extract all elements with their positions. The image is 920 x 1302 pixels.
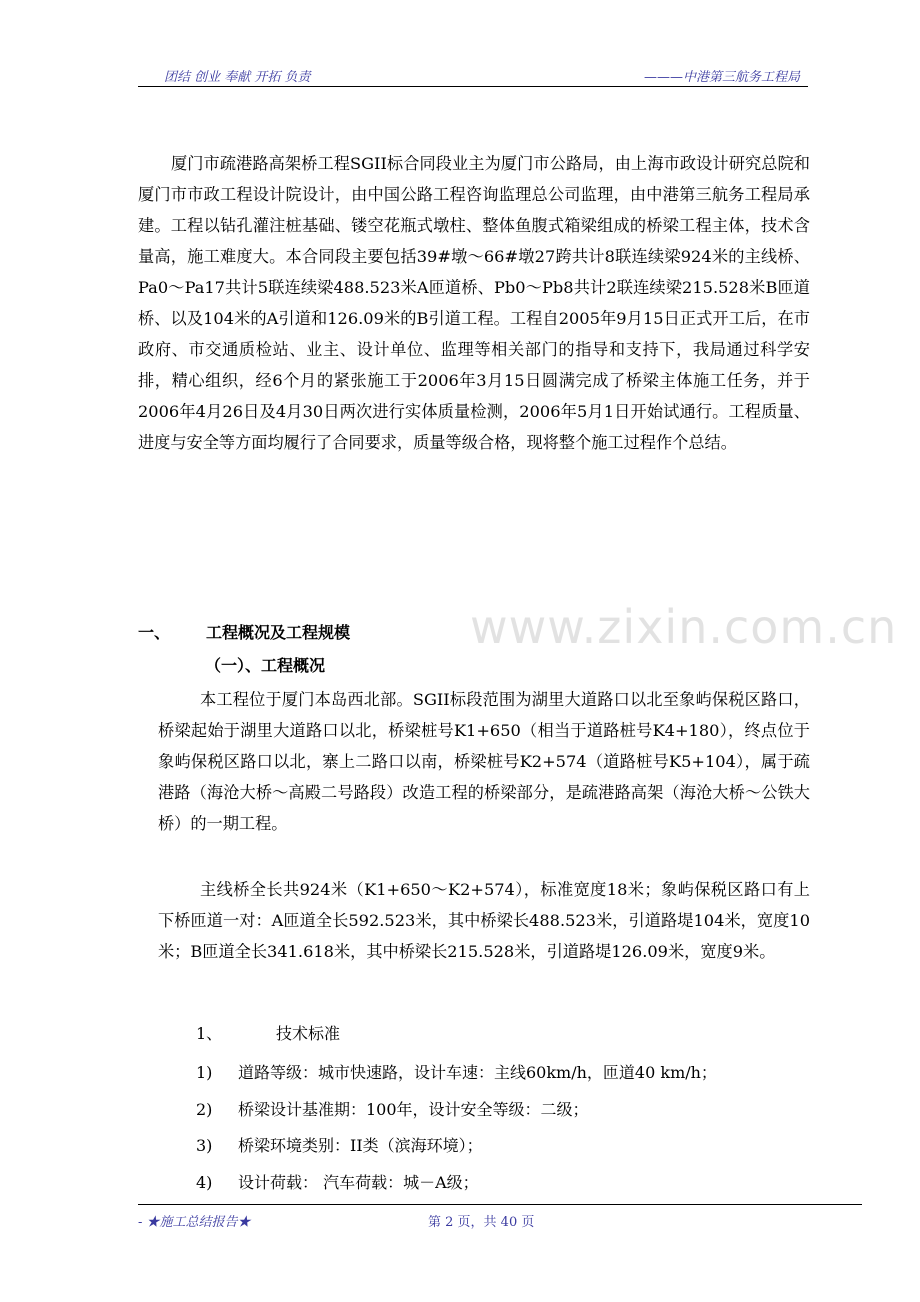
list-item-number: 4) bbox=[196, 1173, 213, 1192]
list-item-text: 设计荷载： 汽车荷载：城－A级； bbox=[238, 1173, 479, 1192]
list-item-text: 桥梁环境类别：II类（滨海环境）； bbox=[238, 1136, 483, 1155]
list-item bbox=[196, 1133, 483, 1156]
tech-standard-title: 技术标准 bbox=[276, 1024, 341, 1043]
list-item-number: 3) bbox=[196, 1136, 213, 1155]
header-motto: 团结 创业 奉献 开拓 负责 bbox=[164, 70, 311, 85]
location-paragraph: 本工程位于厦门本岛西北部。SGII标段范围为湖里大道路口以北至象屿保税区路口，桥梁起始于湖里大道路口以北，桥梁桩号K1+650（相当于道路桩号K4+180），终点位于象屿保税区路口以北，寨上二路口以南，桥梁桩号K2+574（道路桩号K5+104），属于疏港路（海沧大桥～高殿二号路段）改造工程的桥梁部分，是疏港路高架（海沧大桥～公铁大桥）的一期工程。 bbox=[158, 690, 810, 833]
footer-page-info: 第 2 页，共 40 页 bbox=[428, 1215, 535, 1230]
watermark: www.zixin.com.cn bbox=[470, 600, 898, 654]
intro-paragraph: 厦门市疏港路高架桥工程SGII标合同段业主为厦门市公路局，由上海市政设计研究总院和厦门市市政工程设计院设计，由中国公路工程咨询监理总公司监理，由中港第三航务工程局承建。工程以钻孔灌注桩基础、镂空花瓶式墩柱、整体鱼腹式箱梁组成的桥梁工程主体，技术含量高，施工难度大。本合同段主要包括39#墩～66#墩27跨共计8联连续梁924米的主线桥、Pa0～Pa17共计5联连续梁488.523米A匝道桥、Pb0～Pb8共计2联连续梁215.528米B匝道桥、以及104米的A引道和126.09米的B引道工程。工程自2005年9月15日正式开工后，在市政府、市交通质检站、业主、设计单位、监理等相关部门的指导和支持下，我局通过科学安排，精心组织，经6个月的紧张施工于2006年3月15日圆满完成了桥梁主体施工任务，并于2006年4月26日及4月30日两次进行实体质量检测，2006年5月1日开始试通行。工程质量、进度与安全等方面均履行了合同要求，质量等级合格，现将整个施工过程作个总结。 bbox=[138, 154, 810, 452]
section-heading bbox=[138, 620, 350, 643]
scale-paragraph: 主线桥全长共924米（K1+650～K2+574），标准宽度18米；象屿保税区路口有上下桥匝道一对：A匝道全长592.523米，其中桥梁长488.523米，引道路堤104米，宽度10米；B匝道全长341.618米，其中桥梁长215.528米，引道路堤126.09米，宽度9米。 bbox=[158, 880, 810, 961]
subsection-heading: （一）、工程概况 bbox=[205, 656, 326, 675]
list-item bbox=[196, 1097, 589, 1120]
list-item-number: 2) bbox=[196, 1100, 213, 1119]
list-item bbox=[196, 1060, 717, 1083]
tech-standard-heading bbox=[196, 1021, 340, 1044]
list-item bbox=[196, 1170, 479, 1193]
section-number: 一、 bbox=[138, 623, 171, 642]
tech-standard-number: 1、 bbox=[196, 1024, 223, 1043]
footer-divider bbox=[138, 1204, 862, 1205]
footer-report-title: - ★施工总结报告★ bbox=[138, 1215, 251, 1230]
header-divider bbox=[138, 86, 808, 87]
header-company: ———中港第三航务工程局 bbox=[643, 70, 800, 85]
list-item-text: 桥梁设计基准期：100年，设计安全等级：二级； bbox=[238, 1100, 589, 1119]
list-item-number: 1) bbox=[196, 1063, 213, 1082]
section-title: 工程概况及工程规模 bbox=[206, 623, 351, 642]
list-item-text: 道路等级：城市快速路，设计车速：主线60km/h，匝道40 km/h； bbox=[238, 1063, 717, 1082]
